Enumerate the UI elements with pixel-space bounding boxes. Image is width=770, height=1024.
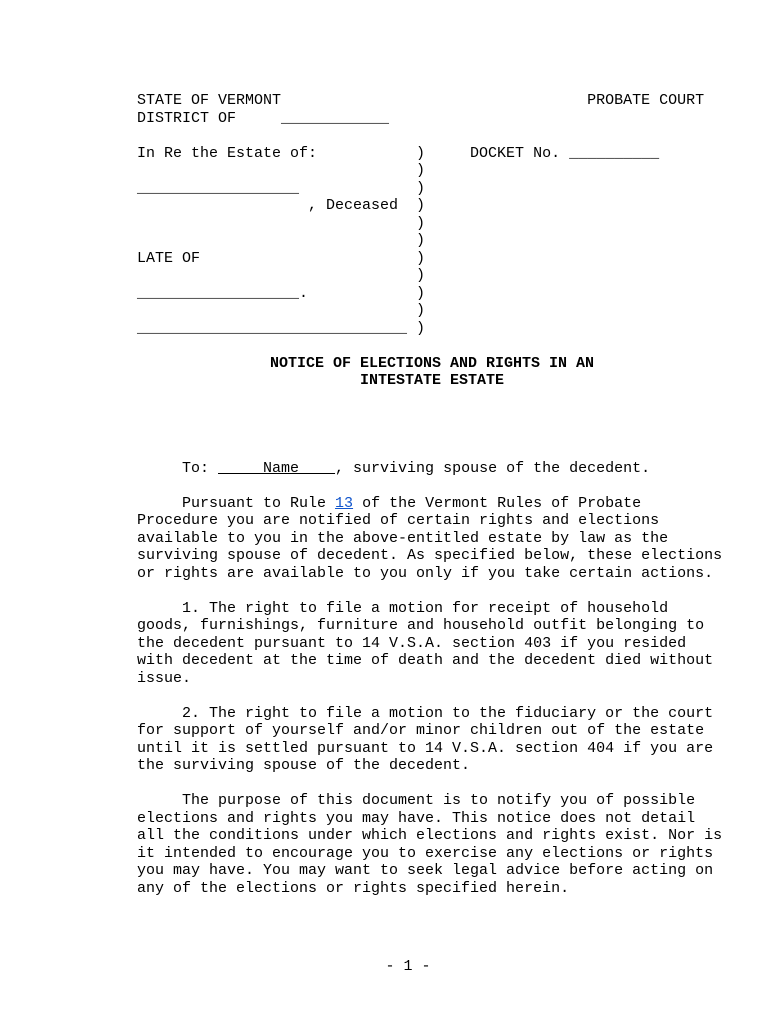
paragraph-1 bbox=[137, 600, 727, 688]
body-line: the decedent pursuant to 14 V.S.A. section 403 if you resided bbox=[137, 634, 687, 652]
body-line: any of the elections or rights specified herein. bbox=[137, 879, 570, 897]
body-line: 1. The right to file a motion for receipt of household bbox=[137, 599, 669, 617]
body-line: until it is settled pursuant to 14 V.S.A. section 404 if you are bbox=[137, 739, 714, 757]
body-line: with decedent at the time of death and the decedent died without bbox=[137, 652, 714, 669]
body-line: goods, furnishings, furniture and household outfit belonging to bbox=[137, 617, 705, 634]
rule-paragraph-line1 bbox=[137, 495, 727, 513]
body-line: surviving spouse of decedent. As specified below, these elections bbox=[137, 547, 723, 564]
caption-bracket-line: ) bbox=[137, 162, 426, 179]
case-caption bbox=[137, 145, 727, 338]
caption-bottom-blank-line: ______________________________ ) bbox=[137, 319, 426, 337]
deceased-line: , Deceased ) bbox=[137, 197, 426, 214]
caption-bracket-line: ) bbox=[137, 232, 426, 249]
rule-paragraph bbox=[137, 495, 727, 583]
document-title-line2: INTESTATE ESTATE bbox=[359, 372, 505, 389]
page-number: - 1 - bbox=[385, 958, 431, 975]
body-line: 2. The right to file a motion to the fiduciary or the court bbox=[137, 704, 714, 722]
caption-bracket-line: ) bbox=[137, 302, 426, 319]
body-line: you may have. You may want to seek legal advice before acting on bbox=[137, 862, 714, 879]
document-body bbox=[137, 92, 727, 897]
spouse-name-blank: Name bbox=[218, 459, 336, 477]
caption-bracket-line: ) bbox=[137, 214, 426, 232]
body-line: it intended to encourage you to exercise any elections or rights bbox=[137, 844, 714, 862]
caption-bracket-line: ) bbox=[137, 267, 426, 284]
rule-text-post: of the Vermont Rules of Probate bbox=[353, 494, 642, 512]
court-name-line: STATE OF VERMONT PROBATE COURT bbox=[137, 92, 705, 109]
body-line: all the conditions under which elections and rights exist. Nor is bbox=[137, 827, 723, 844]
district-line: DISTRICT OF ____________ bbox=[137, 109, 390, 127]
body-line: the surviving spouse of the decedent. bbox=[137, 757, 471, 774]
residence-blank-line: __________________. ) bbox=[137, 284, 426, 302]
body-line: Procedure you are notified of certain rights and elections bbox=[137, 512, 660, 529]
to-line bbox=[137, 460, 727, 478]
document-title-line1: NOTICE OF ELECTIONS AND RIGHTS IN AN bbox=[269, 354, 595, 372]
to-line-text: , surviving spouse of the decedent. bbox=[335, 459, 651, 477]
paragraph-2 bbox=[137, 705, 727, 775]
body-line: The purpose of this document is to notify you of possible bbox=[137, 792, 696, 809]
rule-13-link[interactable]: 13 bbox=[335, 494, 354, 512]
estate-name-blank-line: __________________ ) bbox=[137, 179, 426, 197]
body-line: for support of yourself and/or minor children out of the estate bbox=[137, 722, 705, 739]
body-line: elections and rights you may have. This notice does not detail bbox=[137, 809, 696, 827]
in-re-docket-line: In Re the Estate of: ) DOCKET No. __________ bbox=[137, 144, 660, 162]
to-label: To: bbox=[137, 459, 219, 477]
body-line: available to you in the above-entitled estate by law as the bbox=[137, 529, 669, 547]
document-title bbox=[137, 355, 727, 390]
late-of-line: LATE OF ) bbox=[137, 249, 426, 267]
paragraph-purpose bbox=[137, 792, 727, 897]
rule-text-pre: Pursuant to Rule bbox=[137, 494, 336, 512]
body-line: or rights are available to you only if you take certain actions. bbox=[137, 564, 714, 582]
body-line: issue. bbox=[137, 669, 192, 687]
